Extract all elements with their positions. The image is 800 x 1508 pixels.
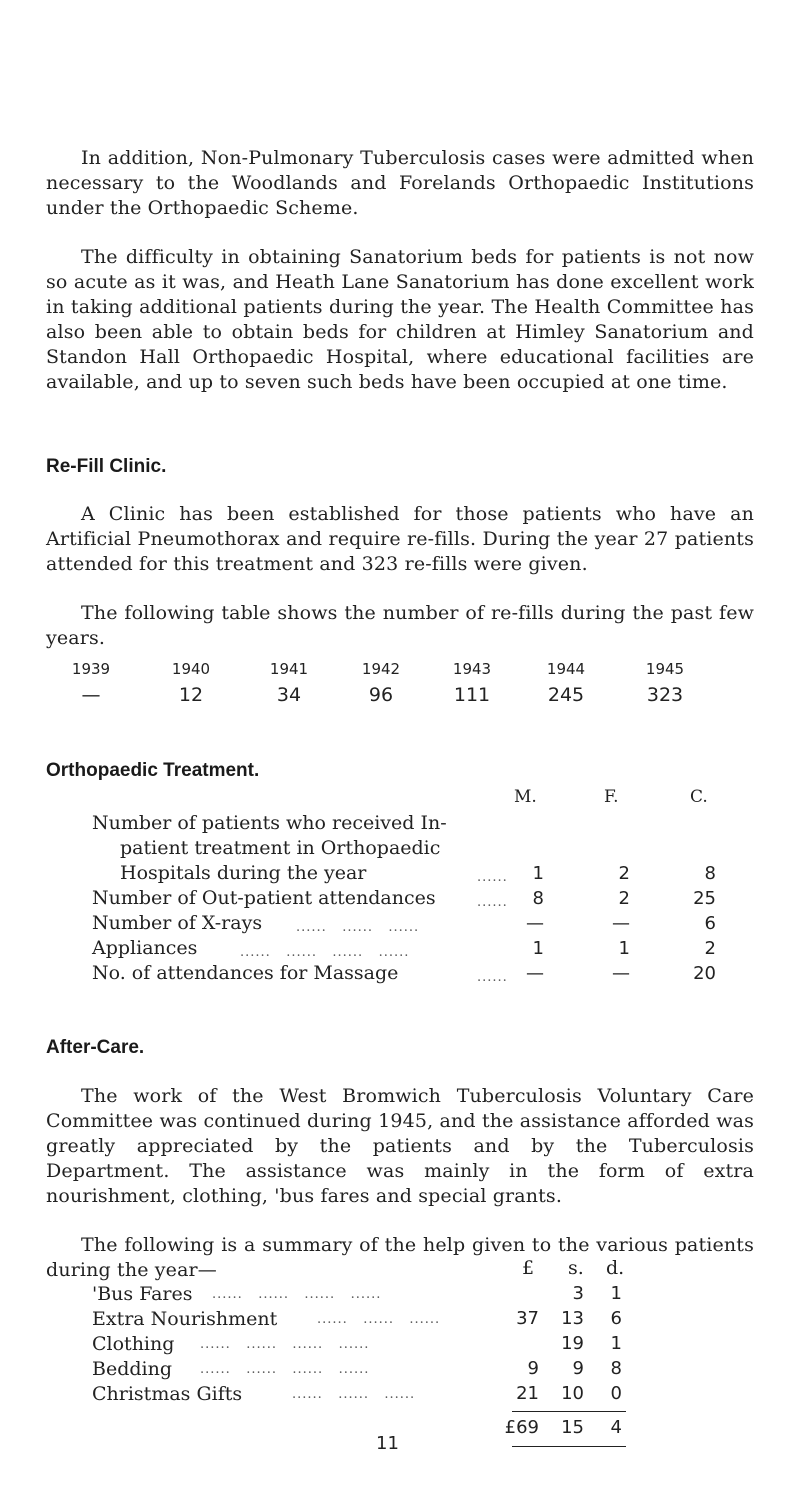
total-rule-top — [512, 1411, 626, 1412]
intro-section — [46, 146, 754, 395]
ortho-row-label: Number of X-rays — [92, 912, 263, 934]
leader-dots: ...... — [477, 870, 508, 885]
year-cell: 1945 — [645, 660, 685, 678]
summary-pence: 6 — [610, 1308, 622, 1329]
leader-dots: ...... ...... ...... — [292, 1387, 416, 1402]
ortho-m: — — [526, 963, 544, 984]
refill-count: — — [81, 684, 101, 706]
year-cell: 1939 — [71, 660, 111, 678]
summary-pounds: 37 — [516, 1308, 539, 1329]
summary-pence: 1 — [610, 1283, 622, 1304]
summary-label: Bedding — [92, 1358, 173, 1380]
aftercare-heading: After-Care. — [46, 1037, 145, 1058]
summary-shillings: 3 — [572, 1283, 584, 1304]
ortho-f: — — [612, 963, 630, 984]
leader-dots: ...... ...... ...... ...... — [200, 1337, 370, 1352]
year-cell: 1944 — [546, 660, 586, 678]
intro-paragraph-2: The difficulty in obtaining Sanatorium beds for patients is not now so acute as it was, and Heath Lane Sanatorium has done excellent work in taking additional patients during the year. The Health Committee has also been able to obtain beds for children at Himley Sanatorium and Standon Hall Orthopaedic Hospital, where educational facilities are available, and up to seven such beds have been occupied at one time. — [46, 246, 754, 393]
ortho-row-label: Hospitals during the year — [120, 862, 367, 884]
page-number: 11 — [376, 1433, 399, 1454]
year-cell: 1943 — [452, 660, 492, 678]
summary-row — [92, 1333, 632, 1355]
refill-count: 245 — [547, 684, 585, 706]
summary-shillings: 10 — [561, 1383, 584, 1404]
ortho-f: 2 — [618, 888, 630, 909]
ortho-heading: Orthopaedic Treatment. — [46, 760, 260, 781]
summary-label: Extra Nourishment — [92, 1308, 278, 1330]
summary-pence: 1 — [610, 1333, 622, 1354]
summary-row — [92, 1383, 632, 1405]
refill-count: 34 — [276, 684, 302, 706]
total-shillings: 15 — [561, 1417, 584, 1438]
year-cell: 1942 — [361, 660, 401, 678]
total-pence: 4 — [610, 1417, 622, 1438]
aftercare-paragraph-1: The work of the West Bromwich Tuberculosis Voluntary Care Committee was continued during 1945, and the assistance afforded was greatly appreciated by the patients and by the Tuberculosis Department. The assistance was mainly in the form of extra nourishment, clothing, 'bus fares and special grants. — [46, 1085, 754, 1207]
ortho-m: 1 — [532, 863, 544, 884]
leader-dots: ...... ...... ...... ...... — [240, 945, 410, 960]
refill-count: 323 — [646, 684, 684, 706]
summary-shillings: 9 — [572, 1358, 584, 1379]
ortho-row-label: Appliances — [92, 937, 198, 959]
currency-head-shillings: s. — [568, 1257, 584, 1279]
refill-count: 96 — [368, 684, 394, 706]
total-rule-bottom — [512, 1446, 626, 1447]
ortho-f: 2 — [618, 863, 630, 884]
total-pounds: £69 — [504, 1417, 539, 1438]
year-cell: 1941 — [269, 660, 309, 678]
refill-count: 111 — [453, 684, 491, 706]
ortho-f: — — [612, 913, 630, 934]
ortho-c: 20 — [693, 963, 716, 984]
summary-shillings: 19 — [561, 1333, 584, 1354]
refill-paragraph-1: A Clinic has been established for those patients who have an Artificial Pneumothorax and require re-fills. During the year 27 patients attended for this treatment and 323 re-fills were given. — [46, 503, 754, 575]
refill-heading: Re-Fill Clinic. — [46, 456, 167, 477]
refill-count: 12 — [178, 684, 204, 706]
ortho-c: 8 — [704, 863, 716, 884]
ortho-col-f: F. — [604, 787, 619, 807]
ortho-m: 1 — [532, 938, 544, 959]
ortho-col-m: M. — [514, 787, 537, 807]
leader-dots: ...... — [477, 895, 508, 910]
leader-dots: ...... ...... ...... — [317, 1312, 441, 1327]
ortho-c: 2 — [704, 938, 716, 959]
summary-row — [92, 1358, 632, 1380]
summary-row — [92, 1283, 632, 1305]
refill-paragraph-2: The following table shows the number of re-fills during the past few years. — [46, 602, 754, 649]
ortho-c: 25 — [693, 888, 716, 909]
leader-dots: ...... ...... ...... ...... — [212, 1287, 382, 1302]
ortho-col-c: C. — [690, 787, 708, 807]
ortho-row1-line2: patient treatment in Orthopaedic — [120, 837, 441, 859]
summary-pence: 8 — [610, 1358, 622, 1379]
ortho-m: 8 — [532, 888, 544, 909]
leader-dots: ...... ...... ...... ...... — [200, 1362, 370, 1377]
aftercare-section — [46, 1084, 754, 1283]
summary-pounds: 21 — [516, 1383, 539, 1404]
intro-paragraph-1: In addition, Non-Pulmonary Tuberculosis cases were admitted when necessary to the Woodlands and Forelands Orthopaedic Institutions under the Orthopaedic Scheme. — [46, 147, 754, 219]
ortho-row-label: No. of attendances for Massage — [92, 962, 399, 984]
leader-dots: ...... — [477, 970, 508, 985]
ortho-row-label: Number of Out-patient attendances — [92, 887, 436, 909]
ortho-f: 1 — [618, 938, 630, 959]
ortho-c: 6 — [704, 913, 716, 934]
summary-row — [92, 1308, 632, 1330]
aftercare-paragraph-2: The following is a summary of the help given to the various patients during the year— — [46, 1234, 754, 1281]
summary-shillings: 13 — [561, 1308, 584, 1329]
leader-dots: ...... ...... ...... — [296, 920, 420, 935]
summary-label: 'Bus Fares — [92, 1283, 193, 1305]
refill-section — [46, 502, 754, 651]
currency-head-pounds: £ — [522, 1257, 535, 1279]
ortho-row1-label — [92, 811, 447, 861]
summary-pence: 0 — [610, 1383, 622, 1404]
ortho-row1-line1: Number of patients who received In- — [92, 812, 447, 834]
ortho-m: — — [526, 913, 544, 934]
currency-head-pence: d. — [606, 1257, 625, 1279]
year-cell: 1940 — [171, 660, 211, 678]
summary-label: Christmas Gifts — [92, 1383, 243, 1405]
summary-pounds: 9 — [527, 1358, 539, 1379]
summary-label: Clothing — [92, 1333, 175, 1355]
